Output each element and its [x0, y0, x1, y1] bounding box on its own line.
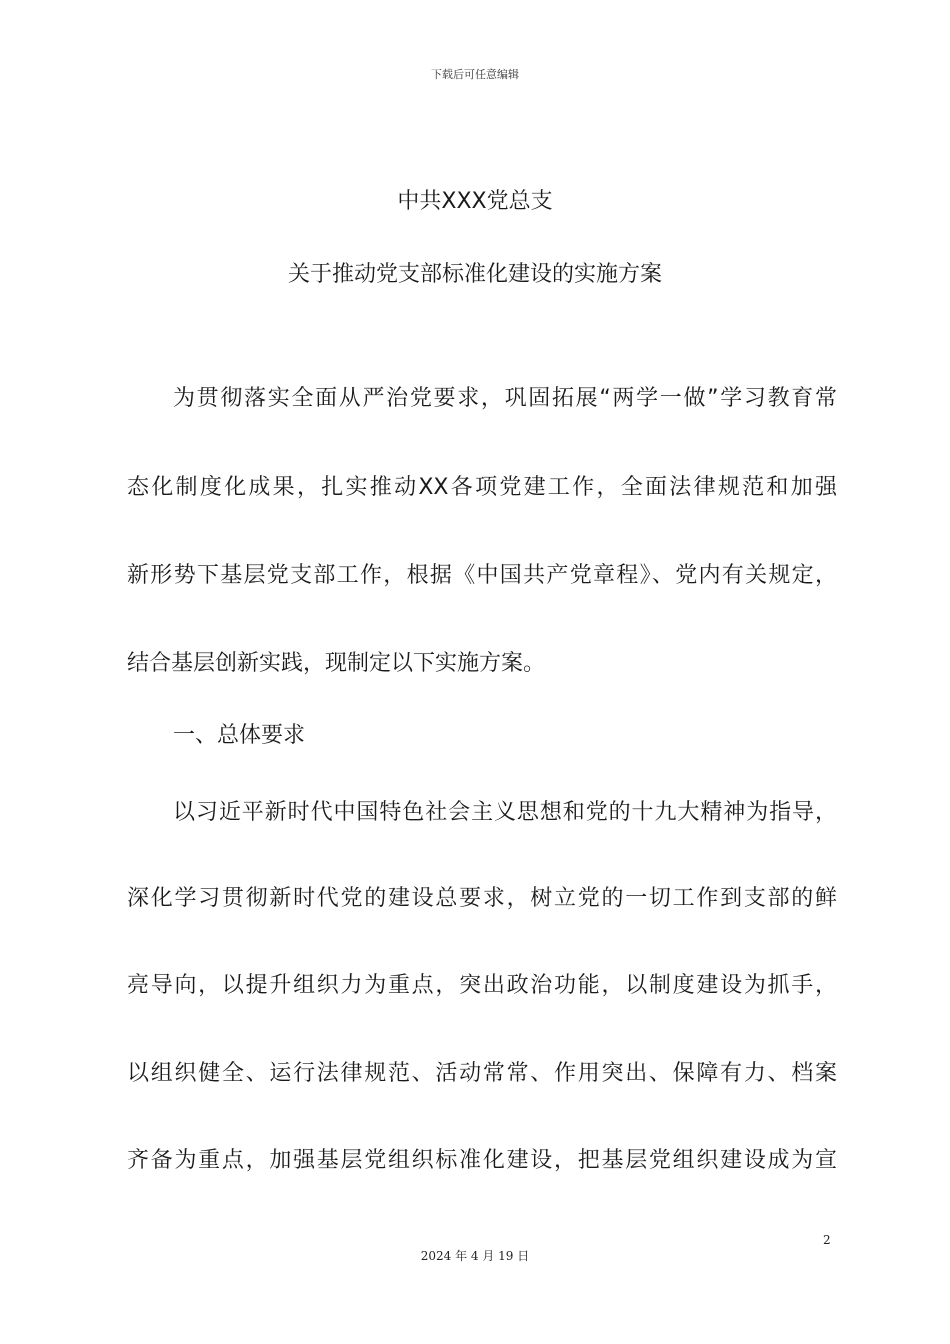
body-line-10: 齐备为重点，加强基层党组织标准化建设，把基层党组织建设成为宣: [127, 1148, 837, 1173]
section-heading: 一、总体要求: [173, 723, 306, 748]
document-title-line2: 关于推动党支部标准化建设的实施方案: [287, 262, 662, 287]
page-number: 2: [823, 1233, 831, 1247]
footer-date: 2024 年 4 月 19 日: [420, 1249, 530, 1263]
body-line-4: 结合基层创新实践，现制定以下实施方案。: [127, 651, 546, 676]
body-line-9: 以组织健全、运行法律规范、活动常常、作用突出、保障有力、档案: [127, 1061, 837, 1086]
body-line-8: 亮导向，以提升组织力为重点，突出政治功能，以制度建设为抓手，: [127, 973, 837, 998]
body-line-1: 为贯彻落实全面从严治党要求，巩固拓展“两学一做”学习教育常: [173, 386, 837, 411]
header-note: 下载后可任意编辑: [431, 68, 519, 81]
body-line-2: 态化制度化成果，扎实推动XX各项党建工作，全面法律规范和加强: [127, 475, 837, 500]
document-title-line1: 中共XXX党总支: [397, 189, 553, 214]
body-line-6: 以习近平新时代中国特色社会主义思想和党的十九大精神为指导，: [173, 800, 837, 825]
body-line-7: 深化学习贯彻新时代党的建设总要求，树立党的一切工作到支部的鲜: [127, 886, 837, 911]
body-line-3: 新形势下基层党支部工作，根据《中国共产党章程》、党内有关规定，: [127, 563, 837, 588]
